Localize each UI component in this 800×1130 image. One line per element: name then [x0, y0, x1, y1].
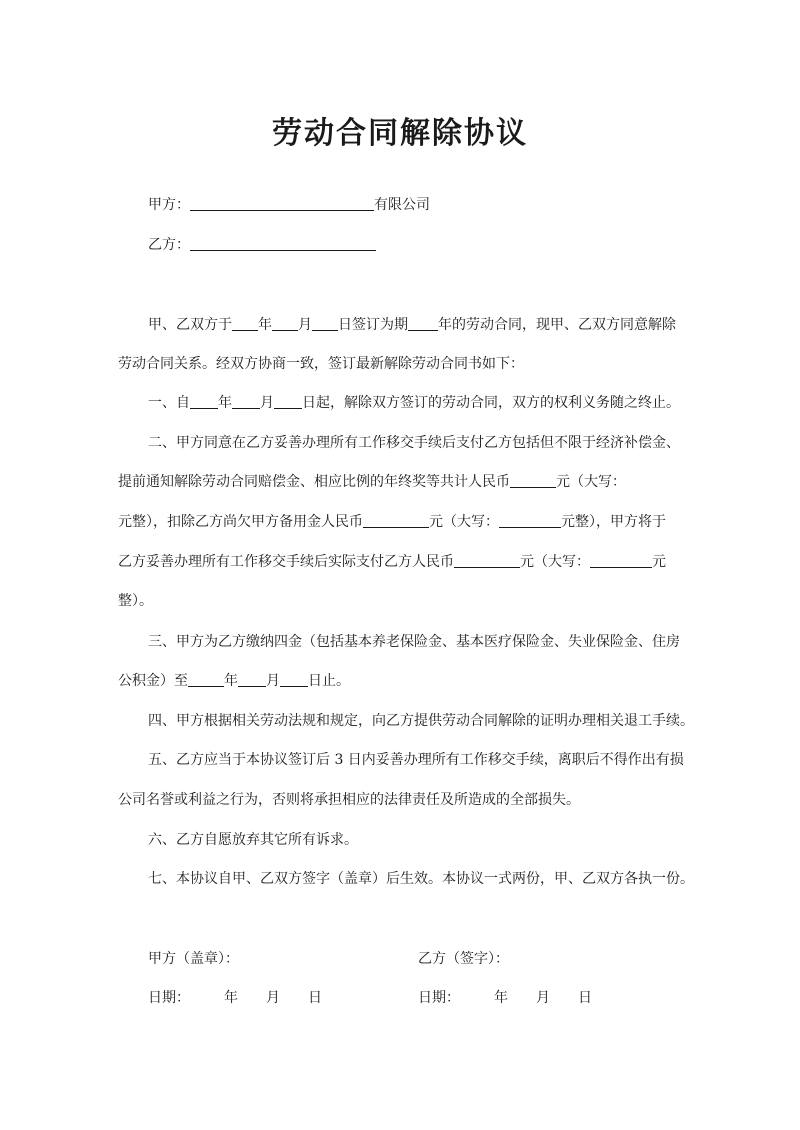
- intro-text: 甲、乙双方于: [148, 317, 232, 333]
- clause-5-line-1: 五、乙方应当于本协议签订后 3 日内妥善办理所有工作移交手续，离职后不得作出有损: [148, 752, 684, 768]
- clause-7: 七、本协议自甲、乙双方签字（盖章）后生效。本协议一式两份，甲、乙双方各执一份。: [148, 871, 694, 887]
- party-a-line: [148, 194, 430, 214]
- clause-3-line-1: 三、甲方为乙方缴纳四金（包括基本养老保险金、基本医疗保险金、失业保险金、住房: [148, 634, 680, 650]
- month-label: 月: [536, 990, 550, 1006]
- clause-text: 提前通知解除劳动合同赔偿金、相应比例的年终奖等共计人民币: [118, 474, 510, 490]
- party-b-date: [418, 987, 592, 1007]
- document-title: 劳动合同解除协议: [272, 116, 528, 151]
- clause-2-line-5: 整）。: [118, 593, 153, 609]
- clause-text: 日止。: [308, 673, 350, 689]
- clause-text: 公积金）至: [118, 673, 188, 689]
- payment-amount-words-blank[interactable]: [590, 553, 652, 568]
- clause-text: 元（大写：: [429, 514, 499, 530]
- day-label: 日: [578, 990, 592, 1006]
- year-label: 年: [494, 990, 508, 1006]
- insurance-day-blank[interactable]: [280, 672, 308, 687]
- end-year-blank[interactable]: [190, 394, 218, 409]
- clause-4: 四、甲方根据相关劳动法规和规定，向乙方提供劳动合同解除的证明办理相关退工手续。: [148, 713, 694, 729]
- month-label: 月: [266, 990, 280, 1006]
- intro-line-1: [148, 314, 676, 334]
- clause-text: 乙方妥善办理所有工作移交手续后实际支付乙方人民币: [118, 554, 454, 570]
- sign-month-blank[interactable]: [272, 316, 298, 331]
- clause-3-line-2: [118, 670, 350, 690]
- party-a-date: [148, 987, 322, 1007]
- clause-2-line-4: [118, 551, 666, 571]
- month-label: 月: [266, 673, 280, 689]
- end-month-blank[interactable]: [232, 394, 260, 409]
- intro-line-2: 劳动合同关系。经双方协商一致，签订最新解除劳动合同书如下：: [118, 356, 524, 372]
- deduction-amount-words-blank[interactable]: [499, 513, 561, 528]
- clause-text: 元（大写：: [520, 554, 590, 570]
- year-label: 年: [218, 395, 232, 411]
- deduction-amount-blank[interactable]: [363, 513, 429, 528]
- insurance-year-blank[interactable]: [188, 672, 224, 687]
- term-years-blank[interactable]: [408, 316, 438, 331]
- party-a-label: 甲方：: [148, 197, 190, 213]
- clause-text: 元整），甲方将于: [561, 514, 666, 530]
- year-label: 年: [224, 673, 238, 689]
- clause-text: 日起，解除双方签订的劳动合同，双方的权利义务随之终止。: [302, 395, 680, 411]
- month-label: 月: [260, 395, 274, 411]
- clause-text: 元整），扣除乙方尚欠甲方备用金人民币: [118, 514, 363, 530]
- party-a-suffix: 有限公司: [374, 197, 430, 213]
- party-b-line: [148, 234, 376, 254]
- party-a-name-blank[interactable]: [190, 196, 374, 211]
- party-b-label: 乙方：: [148, 237, 190, 253]
- clause-5-line-2: 公司名誉或利益之行为，否则将承担相应的法律责任及所造成的全部损失。: [118, 792, 580, 808]
- clause-text: 元: [652, 554, 666, 570]
- date-label: 日期：: [148, 990, 190, 1006]
- clause-2-line-2: [118, 471, 626, 491]
- year-label: 年: [224, 990, 238, 1006]
- clause-text: 一、自: [148, 395, 190, 411]
- sign-year-blank[interactable]: [232, 316, 258, 331]
- year-label: 年: [258, 317, 272, 333]
- party-b-name-blank[interactable]: [190, 236, 376, 251]
- party-b-signature-label: 乙方（签字）：: [418, 951, 509, 967]
- payment-amount-blank[interactable]: [454, 553, 520, 568]
- end-day-blank[interactable]: [274, 394, 302, 409]
- intro-text: 日签订为期: [338, 317, 408, 333]
- party-a-seal-label: 甲方（盖章）：: [148, 951, 239, 967]
- clause-2-line-3: [118, 511, 666, 531]
- intro-text: 年的劳动合同，现甲、乙双方同意解除: [438, 317, 676, 333]
- month-label: 月: [298, 317, 312, 333]
- date-label: 日期：: [418, 990, 460, 1006]
- clause-2-line-1: 二、甲方同意在乙方妥善办理所有工作移交手续后支付乙方包括但不限于经济补偿金、: [148, 435, 680, 451]
- total-amount-blank[interactable]: [510, 473, 556, 488]
- clause-text: 元（大写：: [556, 474, 626, 490]
- clause-1: [148, 392, 680, 412]
- clause-6: 六、乙方自愿放弃其它所有诉求。: [148, 832, 358, 848]
- sign-day-blank[interactable]: [312, 316, 338, 331]
- day-label: 日: [308, 990, 322, 1006]
- insurance-month-blank[interactable]: [238, 672, 266, 687]
